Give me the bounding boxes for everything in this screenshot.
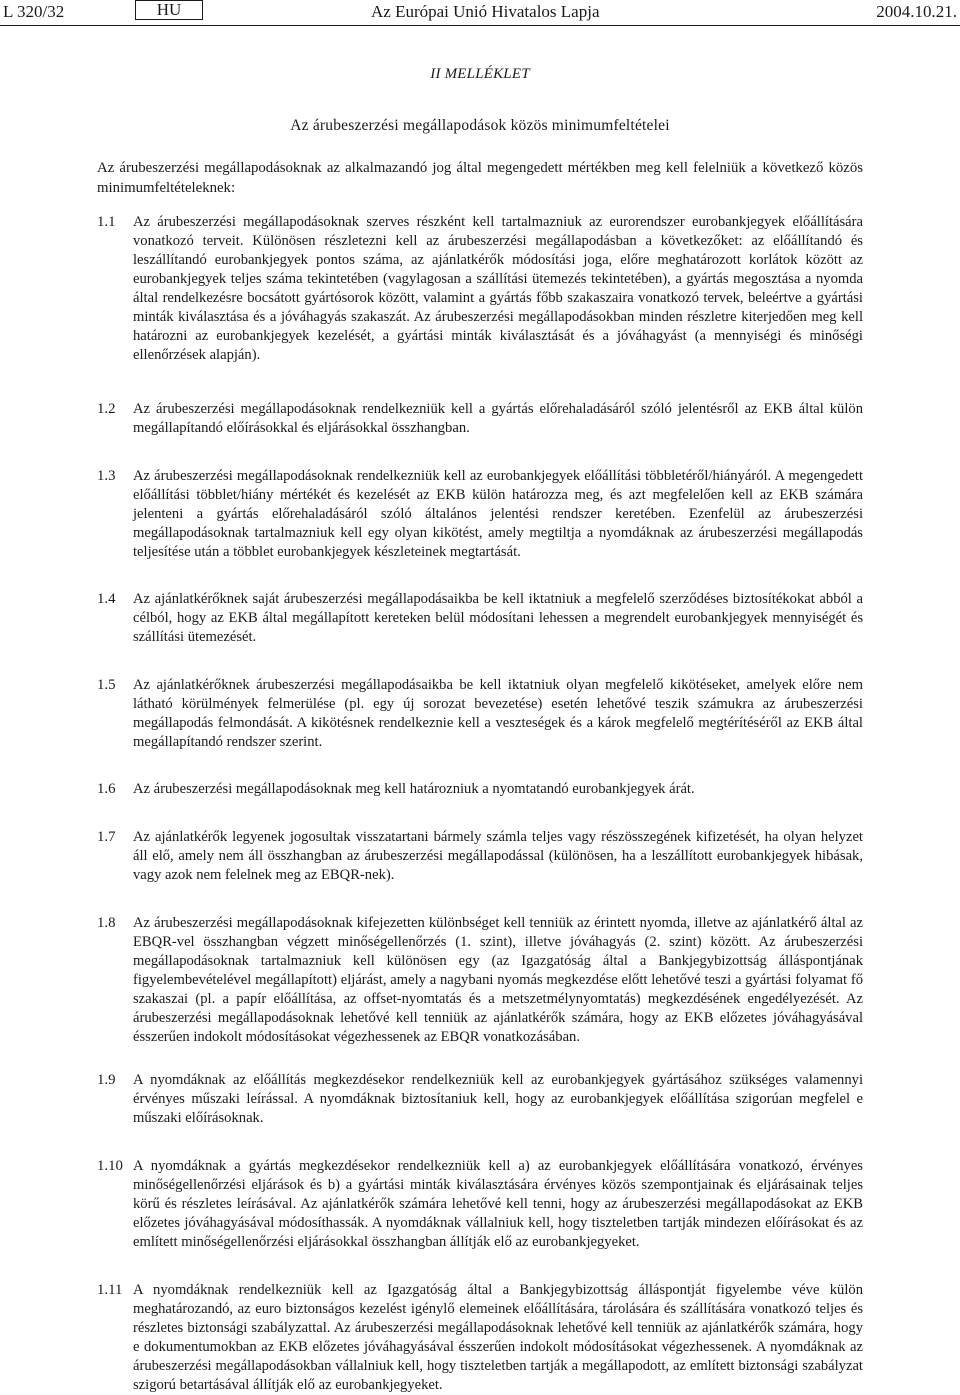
provision-text: Az árubeszerzési megállapodásoknak szerves részként kell tartalmazniuk az eurorendszer eurobankjegyek előállítására vonatkozó terveit. Különösen részletezni kell az árubeszerzési megállapodásban a következőket: az előállítandó és leszállítandó eurobankjegyek pontos száma, az ajánlatkérők módosítási joga, előre meghatározott korlátok között az eurobankjegyek teljes száma tekintetében (vagylagosan a szállítási ütemezés tekintetében), a gyártás megosztása a nyomda által rendelkezésre bocsátott gyártósorok között, valamint a gyártás főbb szakaszaira vonatkozó tervek, beleértve a gyártási minták kiválasztása és a jóváhagyás szakaszát. Az árubeszerzési megállapodásokban minden részletre kiterjedően meg kell határozni az eurobankjegyek kezelését, a gyártási minták kiválasztását és a jóváhagyást (a mennyiségi és minőségi ellenőrzések alapján). — [133, 214, 863, 363]
provision-text: A nyomdáknak rendelkezniük kell az Igazgatóság által a Bankjegybizottság álláspontját figyelembe véve külön meghatározandó, az euro biztonságos kezelést igénylő elemeinek előállítására, tárolására és szállítására vonatkozó teljes és részletes biztonsági szabályzattal. Az árubeszerzési megállapodásoknak lehetővé kell tenniük az ajánlatkérők számára, hogy e dokumentumokban az EKB előzetes jóváhagyásával ésszerűen indokolt módosításokat végezhessenek. A nyomdáknak az árubeszerzési megállapodásokban vállalniuk kell, hogy tiszteletben tartják a megállapodott, az említett biztonsági szabályzat szigorú betartásával állítják elő az eurobankjegyeket. — [133, 1282, 863, 1393]
provision-text: A nyomdáknak a gyártás megkezdésekor rendelkezniük kell a) az eurobankjegyek előállítására vonatkozó, érvényes minőségellenőrzési eljárások és b) a gyártási minták kiválasztására érvényes közös szempontjainak és eljárásainak teljes körű és részletes leírásával. Az ajánlatkérők számára lehetővé kell tenni, hogy az árubeszerzési megállapodásokat az EKB előzetes jóváhagyásával módosíthassák. A nyomdáknak vállalniuk kell, hogy tiszteletben tartják mindezen előírásokat és az említett minőségellenőrzési eljárásokkal összhangban állítják elő az eurobankjegyeket. — [133, 1158, 863, 1250]
provision-text: A nyomdáknak az előállítás megkezdésekor rendelkezniük kell az eurobankjegyek gyártásához szükséges valamennyi érvényes műszaki leírással. A nyomdáknak biztosítaniuk kell, hogy az eurobankjegyek előállítása szigorúan megfelel e műszaki előírásoknak. — [133, 1072, 863, 1126]
publication-date: 2004.10.21. — [876, 2, 957, 21]
page-reference: L 320/32 — [3, 2, 65, 21]
provision-text: Az árubeszerzési megállapodásoknak rendelkezniük kell a gyártás előrehaladásáról szóló jelentésről az EKB által külön megállapítandó előírásokkal és eljárásokkal összhangban. — [133, 401, 863, 436]
provision-text: Az árubeszerzési megállapodásoknak rendelkezniük kell az eurobankjegyek előállítási többletéről/hiányáról. A megengedett előállítási többlet/hiány mértékét és kezelését az EKB külön határozza meg, és azt megfelelően kell az EKB számára jelenteni a gyártás előrehaladásáról szóló általános jelentési rendszer keretében. Ezenfelül az árubeszerzési megállapodásoknak tartalmazniuk kell egy olyan kikötést, amely megtiltja a nyomdáknak az árubeszerzési megállapodás teljesítése után a többlet eurobankjegyek készleteinek megtartását. — [133, 468, 863, 560]
page-header — [0, 0, 960, 24]
provision-number: 1.10 — [97, 1158, 123, 1174]
provision-number: 1.3 — [97, 468, 116, 484]
annex-title: II MELLÉKLET — [430, 66, 530, 82]
provision-text: Az árubeszerzési megállapodásoknak meg kell határozniuk a nyomtatandó eurobankjegyek árát. — [133, 781, 695, 797]
provision-text: Az árubeszerzési megállapodásoknak kifejezetten különbséget kell tenniük az érintett nyomda, illetve az ajánlatkérő által az EBQR-vel összhangban végzett minőségellenőrzés (1. szint), illetve jóváhagyás (2. szint) között. Az árubeszerzési megállapodásoknak tartalmazniuk kell különösen egy (az Igazgatóság által a Bankjegybizottság álláspontjának figyelembevételével megállapított) eljárást, amely a nagybani nyomás megkezdése előtt lehetővé teszi a gyártási folyamat fő szakaszai (pl. a papír előállítása, az offset-nyomtatás és a metszetmélynyomtatás) megkezdésének engedélyezését. Az árubeszerzési megállapodásoknak lehetővé kell tenniük az ajánlatkérők számára, hogy az EKB előzetes jóváhagyásával ésszerűen indokolt módosításokat végezhessenek az EBQR vonatkozásában. — [133, 915, 863, 1045]
provision-number: 1.9 — [97, 1072, 116, 1088]
provision-text: Az ajánlatkérőknek saját árubeszerzési megállapodásaikba be kell iktatniuk a megfelelő szerződéses biztosítékokat abból a célból, hogy az EKB által megállapított kereteken belül módosítani lehessen a megrendelt eurobankjegyek mennyiségét és szállítási ütemezését. — [133, 591, 863, 645]
provision-number: 1.6 — [97, 781, 116, 797]
provision-number: 1.7 — [97, 829, 116, 845]
header-divider — [0, 25, 960, 26]
intro-paragraph: Az árubeszerzési megállapodásoknak az alkalmazandó jog által megengedett mértékben meg kell felelniük a következő közös minimumfeltételeknek: — [97, 160, 863, 196]
provision-number: 1.8 — [97, 915, 116, 931]
publication-title: Az Európai Unió Hivatalos Lapja — [371, 2, 600, 21]
provision-text: Az ajánlatkérők legyenek jogosultak visszatartani bármely számla teljes vagy részösszegének kifizetését, ha olyan helyzet áll elő, amely nem áll összhangban az árubeszerzési megállapodással (különösen, ha a leszállított eurobankjegyek hibásak, vagy azok nem felelnek meg az EBQR-nek). — [133, 829, 863, 883]
language-badge: HU — [135, 0, 203, 20]
provision-number: 1.1 — [97, 214, 116, 230]
provision-number: 1.2 — [97, 401, 116, 417]
document-heading: Az árubeszerzési megállapodások közös minimumfeltételei — [290, 117, 670, 134]
provision-number: 1.5 — [97, 677, 116, 693]
provision-text: Az ajánlatkérőknek árubeszerzési megállapodásaikba be kell iktatniuk olyan megfelelő kikötéseket, amelyek előre nem látható körülmények felmerülése (pl. egy új sorozat bevezetése) esetén lehetővé teszik számukra az árubeszerzési megállapodás felmondását. A kikötésnek rendelkeznie kell a veszteségek és a károk megfelelő megtérítéséről az EKB által megállapítandó rendszer szerint. — [133, 677, 863, 750]
provision-number: 1.4 — [97, 591, 116, 607]
provision-number: 1.11 — [97, 1282, 123, 1298]
